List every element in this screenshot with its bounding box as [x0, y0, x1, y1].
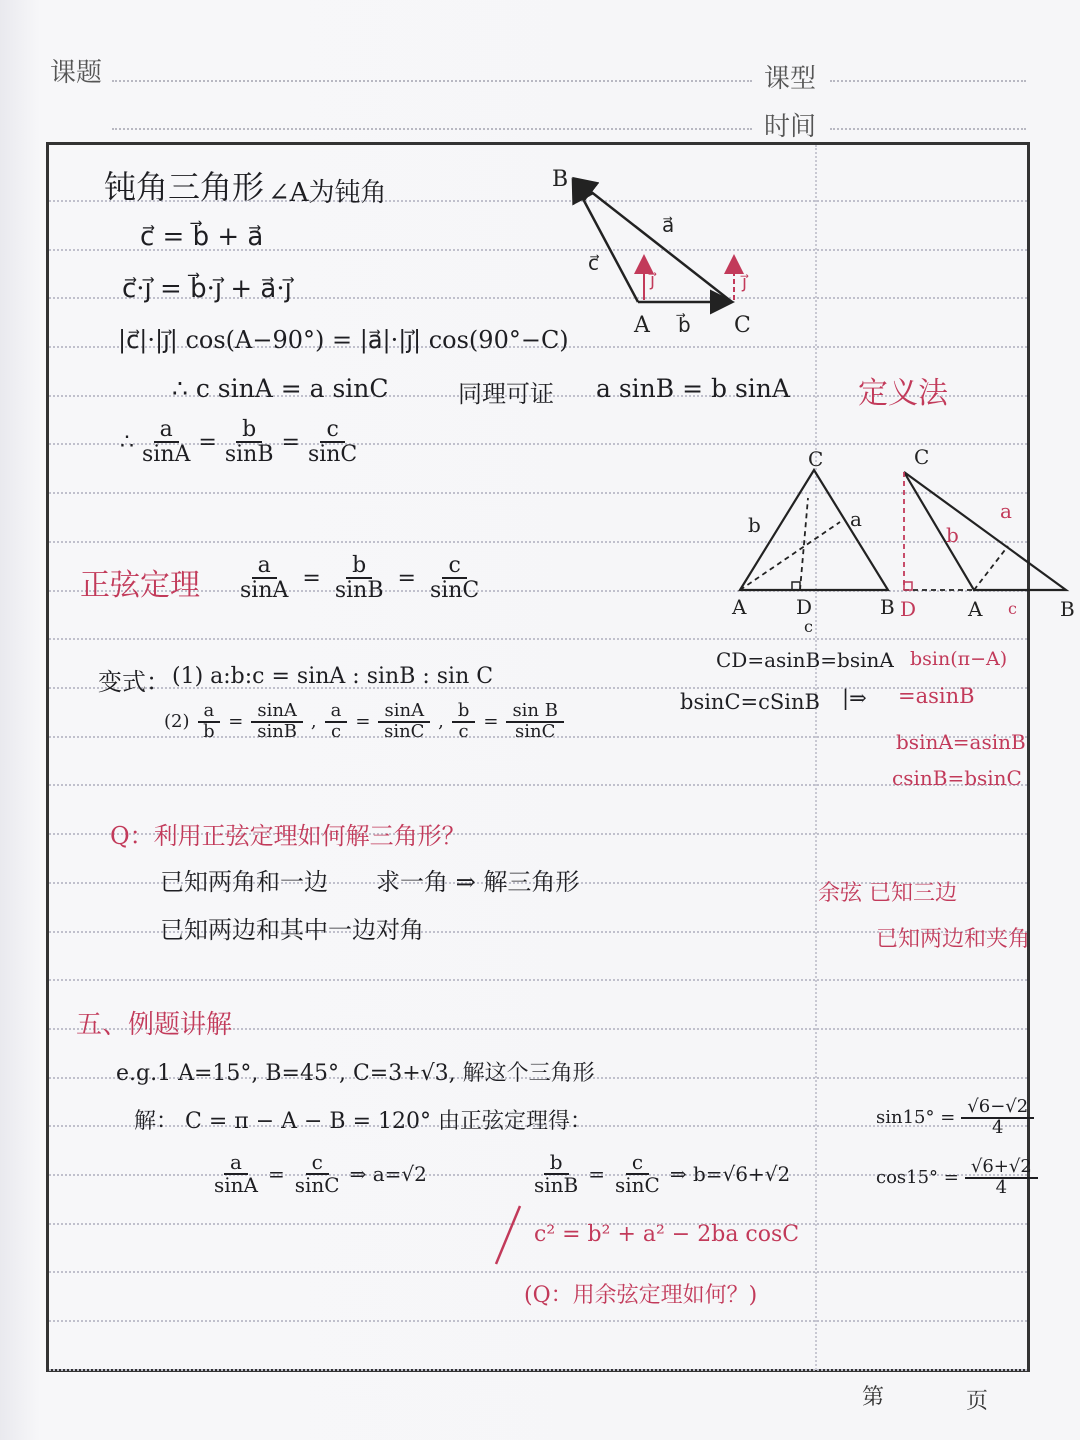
time-line: [830, 128, 1026, 130]
time-label: 时间: [764, 112, 817, 142]
sine-law-formula: [240, 554, 479, 602]
vector-triangle-figure: [540, 160, 780, 350]
label-D: D: [796, 595, 813, 619]
right-angle-mark: [904, 582, 912, 590]
numerator: a: [252, 554, 277, 579]
fraction: [325, 702, 348, 742]
separator: ,: [438, 711, 444, 733]
denominator: sinC: [429, 578, 480, 604]
label-c: c: [1008, 599, 1017, 618]
fraction: [452, 702, 476, 742]
ruled-line: [49, 1271, 1027, 1273]
label-B: B: [552, 167, 569, 192]
fraction-c-sinC: [615, 1152, 660, 1196]
label-a: a: [1000, 499, 1012, 523]
label-vec-b: b⃗: [678, 313, 691, 337]
vector-equation-1: c⃗ = b⃗ + a⃗: [140, 222, 264, 252]
numerator: a: [325, 702, 348, 723]
fraction-c-sinC: [430, 554, 479, 602]
numerator: c: [306, 1152, 329, 1175]
numerator: sin B: [506, 702, 564, 723]
sin15-identity: [876, 1098, 1034, 1138]
equals-sign: =: [397, 565, 416, 591]
definition-method-title: 定义法: [858, 376, 948, 411]
solution-ratio-b: [534, 1152, 790, 1196]
numerator: c: [442, 554, 466, 579]
fraction: [198, 702, 221, 742]
example-1: e.g.1 A=15°, B=45°, C=3+√3, 解这个三角形: [116, 1061, 595, 1086]
sin15-label: sin15° =: [876, 1107, 956, 1129]
numerator: b: [236, 418, 262, 443]
equals-asinB: =asinB: [898, 684, 975, 708]
sine-law-title: 正弦定理: [80, 568, 200, 603]
therefore-symbol: ∴: [120, 429, 134, 455]
denominator: sinA: [240, 578, 289, 604]
variant-label: 变式：: [98, 668, 170, 696]
cosine-note-2: 已知两边和夹角: [876, 927, 1031, 952]
bsin-pi-minus-A: bsin(π−A): [910, 648, 1008, 670]
label-D: D: [900, 597, 917, 621]
numerator: sinA: [251, 702, 303, 723]
equals-sign: =: [267, 1162, 285, 1186]
variant-2-prefix: (2): [164, 711, 190, 733]
bsinA-equation: bsinA=asinB: [896, 730, 1026, 754]
label-C: C: [808, 447, 824, 471]
equals-sign: =: [302, 565, 321, 591]
fraction-b-sinB: [534, 1152, 578, 1196]
vector-equation-2: c⃗·j⃗ = b⃗·j⃗ + a⃗·j⃗: [122, 274, 292, 304]
denominator: sinC: [515, 720, 556, 742]
triangle-outline: [904, 472, 1066, 590]
denominator: c: [330, 720, 342, 742]
ruled-line: [49, 638, 1027, 640]
fraction: [506, 702, 564, 742]
heading-note: ∠A为钝角: [268, 178, 387, 208]
cos15-label: cos15° =: [876, 1167, 959, 1189]
topic-line-2: [112, 128, 752, 130]
equals-sign: =: [198, 429, 217, 455]
slash-mark: [488, 1200, 528, 1270]
ruled-line: [49, 1369, 1027, 1371]
heading-obtuse-triangle: 钝角三角形: [104, 168, 265, 206]
fraction-a-sinA: [240, 554, 288, 602]
equals-sign: =: [228, 711, 244, 733]
label-c: c: [804, 617, 813, 636]
similarly-text: 同理可证: [458, 380, 554, 408]
denominator: sinB: [257, 720, 298, 742]
equals-sign: =: [355, 711, 371, 733]
cd-equation: CD=asinB=bsinA: [716, 648, 894, 672]
vector-c: [574, 182, 638, 302]
label-vec-a: a⃗: [662, 213, 675, 237]
numerator: b: [544, 1152, 569, 1175]
fraction: [251, 702, 303, 742]
type-label: 课型: [764, 64, 817, 94]
numerator: a: [198, 702, 221, 723]
ruled-line: [49, 979, 1027, 981]
separator: ,: [310, 711, 317, 733]
label-j-1: j⃗: [650, 270, 656, 291]
denominator: 4: [992, 1116, 1004, 1138]
label-A: A: [634, 313, 650, 338]
csinB-equation: csinB=bsinC: [892, 766, 1022, 790]
fraction-b-sinB: [225, 418, 274, 466]
result-equation: ∴ c sinA = a sinC: [172, 374, 389, 403]
numerator: sinA: [378, 702, 430, 723]
denominator: sinB: [534, 1173, 579, 1197]
cosine-note-1: 余弦 已知三边: [818, 881, 957, 906]
numerator: c: [320, 418, 344, 443]
label-a: a: [850, 507, 862, 531]
label-A: A: [968, 597, 983, 621]
equals-sign: =: [281, 429, 300, 455]
vector-equation-3: |c⃗|·|j⃗| cos(A−90°) = |a⃗|·|j⃗| cos(90°−C): [118, 326, 569, 354]
variant-1: (1) a:b:c = sinA : sinB : sin C: [172, 664, 494, 689]
result-b: ⇒ b=√6+√2: [669, 1162, 791, 1186]
topic-label: 课题: [50, 58, 103, 88]
ruled-line: [49, 784, 1027, 786]
label-B: B: [1060, 597, 1075, 621]
numerator: b: [452, 702, 476, 723]
denominator: sinC: [294, 1173, 340, 1197]
altitude-from-A: [974, 546, 1008, 590]
equals-sign: =: [588, 1162, 606, 1186]
label-B: B: [880, 595, 895, 619]
label-C: C: [734, 313, 751, 338]
denominator: sinC: [384, 720, 425, 742]
solution-ratio-a: [214, 1152, 427, 1196]
label-b: b: [946, 523, 959, 547]
margin-line: [815, 145, 817, 1370]
numerator: c: [626, 1152, 649, 1175]
denominator: sinA: [142, 442, 191, 468]
label-b: b: [748, 513, 761, 537]
denominator: sinC: [307, 442, 358, 468]
bsinC-equation: bsinC=cSinB: [680, 690, 820, 714]
page-prefix: 第: [862, 1385, 885, 1410]
case-1-result: 求一角 ⇒ 解三角形: [376, 868, 580, 896]
cos15-identity: [876, 1158, 1038, 1198]
denominator: 4: [995, 1176, 1008, 1198]
triangle-figure-obtuse: [896, 438, 1080, 624]
label-j-2: j⃗: [742, 272, 748, 293]
ruled-line: [49, 1320, 1027, 1322]
result-a: ⇒ a=√2: [349, 1162, 427, 1186]
ratio-line: [120, 418, 357, 466]
cosine-law: c² = b² + a² − 2ba cosC: [534, 1222, 800, 1247]
fraction-c-sinC: [295, 1152, 340, 1196]
denominator: b: [203, 720, 215, 742]
label-vec-c: c⃗: [588, 251, 599, 275]
label-A: A: [732, 595, 747, 619]
cos15-fraction: [965, 1158, 1038, 1198]
numerator: √6+√2: [965, 1158, 1038, 1179]
case-2: 已知两边和其中一边对角: [160, 916, 424, 944]
numerator: b: [346, 554, 372, 579]
fraction: [378, 702, 430, 742]
denominator: sinA: [214, 1173, 258, 1197]
solution-line: 解： C = π − A − B = 120° 由正弦定理得：: [134, 1109, 593, 1134]
fraction-a-sinA: [142, 418, 190, 466]
type-line: [830, 80, 1026, 82]
fraction-b-sinB: [335, 554, 384, 602]
label-C: C: [914, 445, 930, 469]
denominator: sinB: [334, 578, 384, 604]
result-equation-2: a sinB = b sinA: [596, 374, 790, 403]
page-suffix: 页: [966, 1389, 989, 1414]
equals-sign: =: [483, 711, 499, 733]
triangle-figure-acute: [724, 442, 900, 638]
topic-line: [112, 80, 752, 82]
right-angle-mark: [792, 582, 800, 590]
denominator: sinB: [224, 442, 274, 468]
triangle-outline: [740, 470, 888, 590]
denominator: sinC: [615, 1173, 660, 1197]
sin15-fraction: [961, 1098, 1034, 1138]
variant-2: [164, 702, 564, 742]
denominator: c: [458, 720, 469, 742]
implies-symbol: |⇒: [842, 686, 867, 710]
fraction-c-sinC: [308, 418, 357, 466]
question-2: (Q：用余弦定理如何？): [524, 1283, 758, 1308]
numerator: √6−√2: [961, 1098, 1034, 1119]
numerator: a: [154, 418, 179, 443]
case-1: 已知两角和一边: [160, 868, 328, 896]
section-5-title: 五、例题讲解: [76, 1010, 233, 1040]
question-1: Q：利用正弦定理如何解三角形？: [110, 822, 466, 850]
numerator: a: [224, 1152, 248, 1175]
fraction-a-sinA: [214, 1152, 258, 1196]
